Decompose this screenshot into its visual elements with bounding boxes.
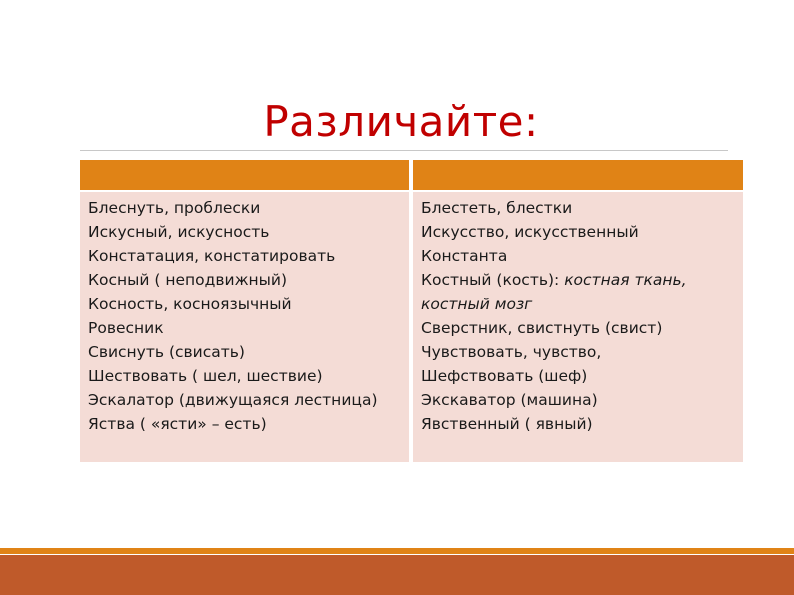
left-word-pair: Блеснуть, проблески: [88, 199, 261, 217]
left-word-pair: Косность, косноязычный: [88, 295, 292, 313]
left-word-pair: Искусный, искусность: [88, 223, 270, 241]
right-word-pair: Экскаватор (машина): [421, 391, 598, 409]
table-header-left: [80, 160, 409, 190]
right-word-pair: Чувствовать, чувство,: [421, 343, 602, 361]
right-word-pair: Явственный ( явный): [421, 415, 593, 433]
right-column-cell: [413, 192, 743, 462]
left-word-pair: Яства ( «ясти» – есть): [88, 415, 267, 433]
plain-text: Костный (кость):: [421, 271, 565, 289]
right-word-pair: Блестеть, блестки: [421, 199, 573, 217]
left-word-pair: Эскалатор (движущаяся лестница): [88, 391, 378, 409]
left-column-cell: [80, 192, 409, 462]
italic-example: костный мозг: [421, 295, 533, 313]
title-divider: [80, 150, 728, 151]
footer-accent-line: [0, 548, 794, 554]
right-word-pair: Константа: [421, 247, 508, 265]
table-header-right: [413, 160, 743, 190]
comparison-table: [80, 160, 743, 462]
slide-title: Различайте:: [263, 97, 539, 146]
right-word-pair-mixed: [421, 292, 743, 316]
left-word-pair: Шествовать ( шел, шествие): [88, 367, 323, 385]
left-word-pair: Свиснуть (свисать): [88, 343, 245, 361]
left-word-pair: Косный ( неподвижный): [88, 271, 288, 289]
left-word-pair: Констатация, констатировать: [88, 247, 336, 265]
right-word-pair-mixed: [421, 268, 743, 292]
right-word-pair: Искусство, искусственный: [421, 223, 639, 241]
right-word-pair: Шефствовать (шеф): [421, 367, 588, 385]
italic-example: костная ткань,: [564, 271, 687, 289]
left-word-pair: Ровесник: [88, 319, 164, 337]
right-word-pair: Сверстник, свистнуть (свист): [421, 319, 663, 337]
footer-band: [0, 555, 794, 595]
